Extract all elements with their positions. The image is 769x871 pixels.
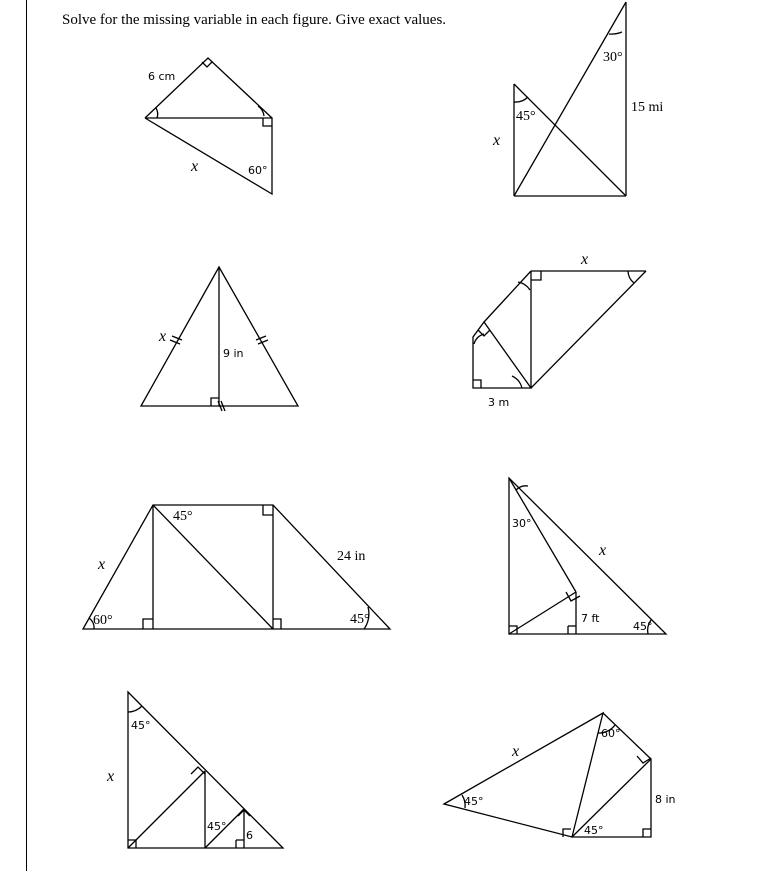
figure-5: [83, 505, 390, 629]
fig4-right-angle-mark: [531, 271, 541, 280]
fig7-label-side: 6: [246, 829, 253, 842]
fig4-long-diagonal: [531, 271, 646, 388]
fig7-label-angle-small: 45°: [207, 820, 227, 833]
fig4-right-angle-mark-2: [473, 380, 481, 388]
fig4-label-side: 3 m: [488, 396, 510, 409]
fig1-angle-arc: [156, 108, 158, 118]
fig1-upper-triangle: [145, 58, 272, 118]
figure-3: [141, 267, 298, 411]
fig2-hypotenuse: [514, 2, 626, 196]
figure-2: [492, 2, 663, 196]
fig5-label-angle-top: 45°: [173, 509, 193, 524]
fig4-angle-arc-4: [474, 334, 484, 344]
fig3-label-variable: x: [159, 328, 167, 345]
figure-8: [444, 713, 676, 837]
fig2-label-angle-45: 45°: [516, 109, 536, 124]
fig3-label-altitude: 9 in: [223, 347, 244, 360]
fig5-trapezoid: [83, 505, 390, 629]
fig2-angle-arc-30: [609, 32, 622, 34]
fig5-label-angle-60: 60°: [93, 613, 113, 628]
fig8-label-variable: x: [512, 743, 520, 760]
fig1-label-side: 6 cm: [148, 70, 176, 83]
fig5-label-angle-45: 45°: [350, 612, 370, 627]
figure-7: [106, 692, 283, 848]
fig8-left-triangle: [444, 713, 603, 837]
fig2-diagonal: [514, 84, 626, 196]
fig6-outer-triangle: [509, 478, 666, 634]
fig7-label-angle-top: 45°: [131, 719, 151, 732]
figure-4: [473, 251, 646, 409]
fig6-slant: [509, 592, 576, 634]
fig8-label-side: 8 in: [655, 793, 676, 806]
fig1-lower-triangle: [145, 118, 272, 194]
fig4-label-variable: x: [581, 251, 589, 268]
fig7-label-variable: x: [107, 768, 115, 785]
fig2-label-variable: x: [493, 132, 501, 149]
fig2-angle-arc-45: [514, 97, 528, 102]
fig5-diagonal: [153, 505, 273, 629]
fig2-label-angle-30: 30°: [603, 50, 623, 65]
fig8-right-angle-mark-2: [643, 829, 651, 837]
fig1-right-angle-mark: [202, 62, 212, 67]
fig6-label-variable: x: [599, 542, 607, 559]
fig5-right-angle-mark-2: [263, 505, 273, 515]
fig3-tick-right: [256, 336, 268, 344]
fig6-label-angle-45: 45°: [633, 620, 653, 633]
fig5-label-side: 24 in: [337, 549, 366, 564]
fig7-angle-arc: [128, 706, 142, 712]
fig5-right-angle-mark: [143, 619, 153, 629]
fig1-label-variable: x: [191, 158, 199, 175]
fig4-angle-arc-2: [628, 271, 634, 283]
fig4-upper-left: [484, 271, 531, 322]
fig5-label-variable: x: [98, 556, 106, 573]
figure-6: [509, 478, 666, 634]
fig7-slant-1: [128, 771, 205, 848]
figure-1: [145, 58, 272, 194]
fig4-left-shape: [473, 322, 531, 388]
instructions: Solve for the missing variable in each figure. Give exact values.: [62, 12, 447, 28]
fig7-right-angle-mark-3: [236, 840, 244, 848]
fig5-right-angle-mark-3: [273, 619, 281, 629]
fig2-label-side: 15 mi: [631, 100, 664, 115]
fig1-right-angle-mark-2: [263, 118, 272, 126]
fig4-angle-arc-3: [512, 376, 522, 388]
fig8-label-angle-60: 60°: [601, 727, 621, 740]
fig1-label-angle: 60°: [248, 164, 268, 177]
fig6-label-angle-30: 30°: [512, 517, 532, 530]
fig8-label-angle-45-left: 45°: [464, 795, 484, 808]
fig8-label-angle-45-bottom: 45°: [584, 824, 604, 837]
fig6-label-side: 7 ft: [581, 612, 600, 625]
